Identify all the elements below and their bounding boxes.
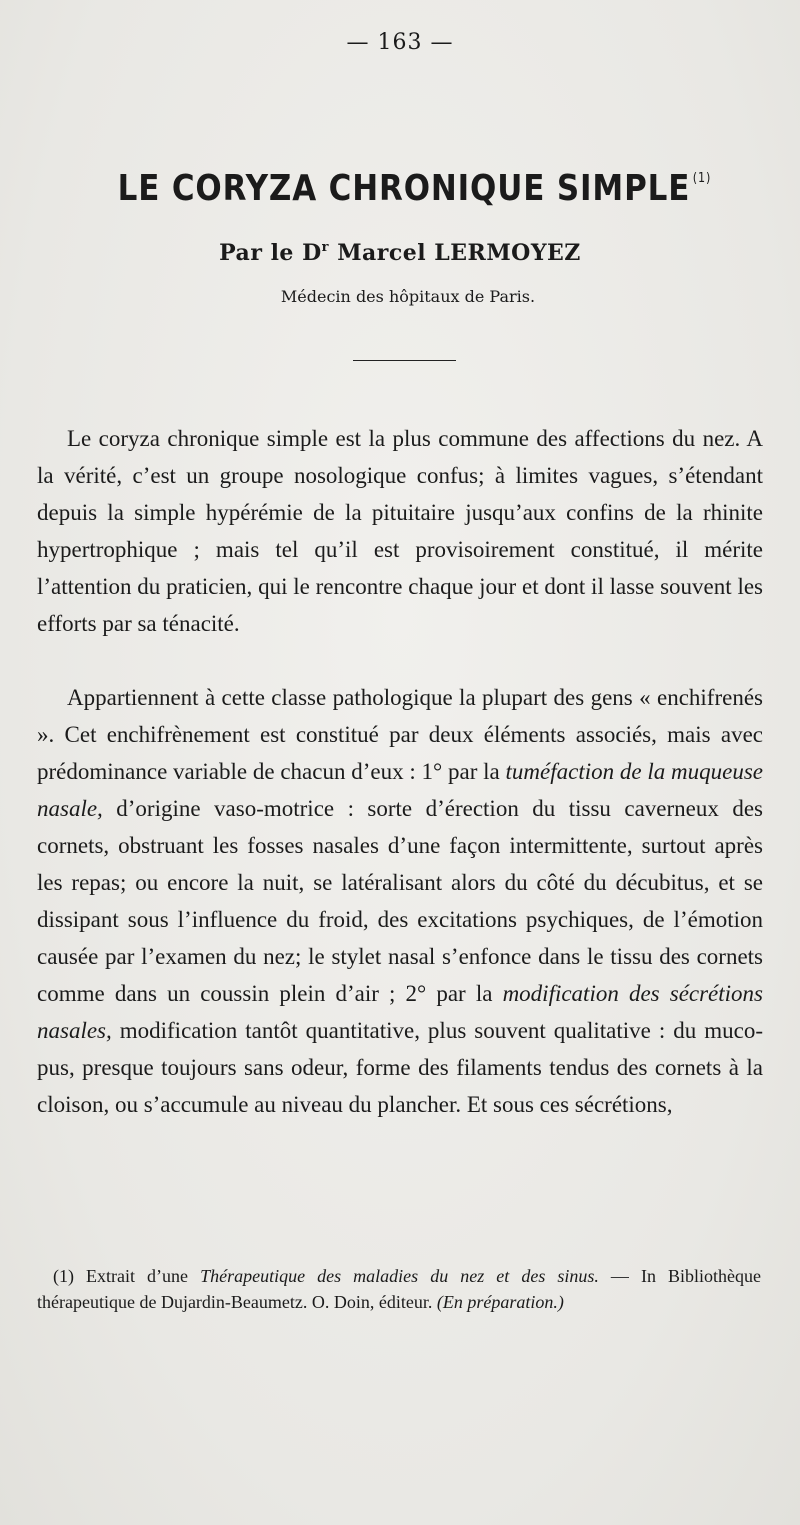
paragraph-2-italic-2: modification des sécrétions nasales, [37, 981, 763, 1043]
byline-prefix: Par le D [219, 240, 322, 266]
footnote-italic-2: (En préparation.) [436, 1292, 564, 1312]
footnote [37, 1263, 761, 1315]
article-title [117, 168, 712, 209]
paragraph-2-part-1: Appartiennent à cette classe pathologique la plupart des gens « enchifrenés ». Cet enchifrènement est constitué par deux éléments associés, mais avec prédominance variable de chacun d’eux : 1° par la [37, 685, 763, 784]
author-byline [0, 240, 800, 266]
author-name: Marcel LERMOYEZ [329, 240, 581, 266]
footnote-part-1: (1) Extrait d’une [53, 1266, 201, 1286]
paragraph-2-italic-1: tuméfaction de la muqueuse nasale, [37, 759, 763, 821]
paragraph-2 [37, 679, 763, 1123]
footnote-italic-1: Thérapeutique des maladies du nez et des sinus. [200, 1266, 599, 1286]
paragraph-2-part-3: modification tantôt quantitative, plus souvent qualitative : du muco-pus, presque toujours sans odeur, forme des filaments tendus des cornets à la cloison, ou s’accumule au niveau du plancher. Et sous ces sécrétions, [37, 1018, 763, 1117]
page-number: — 163 — [346, 30, 454, 55]
title-footnote-marker: (1) [692, 171, 712, 186]
paragraph-2-part-2: d’origine vaso-motrice : sorte d’érection du tissu caverneux des cornets, obstruant les fosses nasales d’une façon intermittente, surtout après les repas; ou encore la nuit, se latéralisant alors du côté du décubitus, et se dissipant sous l’influence du froid, des excitations psychiques, de l’émotion causée par l’examen du nez; le stylet nasal s’enfonce dans le tissu des cornets comme dans un coussin plein d’air ; 2° par la [37, 796, 763, 1006]
article-title-text: LE CORYZA CHRONIQUE SIMPLE [117, 168, 691, 209]
author-affiliation: Médecin des hôpitaux de Paris. [280, 287, 536, 306]
section-divider [353, 360, 456, 361]
footnote-part-2: — In Bibliothèque thérapeutique de Dujardin-Beaumetz. O. Doin, éditeur. [37, 1266, 762, 1312]
byline-superscript: r [321, 240, 330, 255]
paragraph-1: Le coryza chronique simple est la plus commune des affections du nez. A la vérité, c’est un groupe nosologique confus; à limites vagues, s’étendant depuis la simple hypérémie de la pituitaire jusqu’aux confins de la rhinite hypertrophique ; mais tel qu’il est provisoirement constitué, il mérite l’attention du praticien, qui le rencontre chaque jour et dont il lasse souvent les efforts par sa ténacité. [37, 426, 763, 636]
